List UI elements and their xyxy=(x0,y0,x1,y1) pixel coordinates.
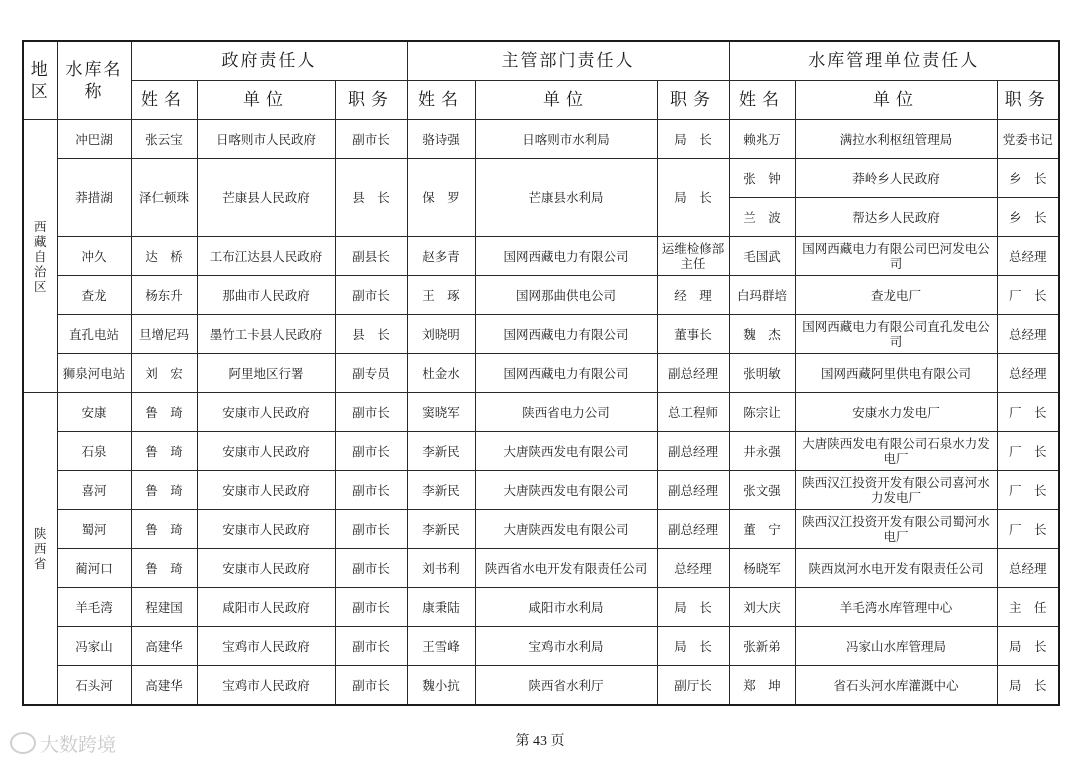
dept-title-cell: 总经理 xyxy=(657,549,729,588)
gov-unit-cell: 安康市人民政府 xyxy=(197,510,335,549)
gov-title-cell: 副市长 xyxy=(335,120,407,159)
mgmt-name-cell: 赖兆万 xyxy=(729,120,795,159)
gov-title-cell: 副市长 xyxy=(335,432,407,471)
mgmt-name-cell: 董 宁 xyxy=(729,510,795,549)
table-row xyxy=(23,471,1059,510)
dept-name-cell: 刘书利 xyxy=(407,549,475,588)
dept-title-cell: 总工程师 xyxy=(657,393,729,432)
dept-name-cell: 王雪峰 xyxy=(407,627,475,666)
watermark-text: 大数跨境 xyxy=(40,734,117,756)
dept-title-cell: 局 长 xyxy=(657,627,729,666)
table-row xyxy=(23,237,1059,276)
reservoir-cell: 莽措湖 xyxy=(57,159,131,237)
dept-unit-cell: 国网那曲供电公司 xyxy=(475,276,657,315)
mgmt-unit-cell: 省石头河水库灌溉中心 xyxy=(795,666,997,706)
gov-unit-cell: 宝鸡市人民政府 xyxy=(197,666,335,706)
mgmt-title-cell: 厂 长 xyxy=(997,393,1059,432)
mgmt-unit-cell: 国网西藏电力有限公司直孔发电公司 xyxy=(795,315,997,354)
dept-name-cell: 赵多青 xyxy=(407,237,475,276)
dept-unit-cell: 陕西省电力公司 xyxy=(475,393,657,432)
gov-unit-cell: 日喀则市人民政府 xyxy=(197,120,335,159)
gov-name-cell: 高建华 xyxy=(131,627,197,666)
table-row xyxy=(23,510,1059,549)
mgmt-unit-cell: 安康水力发电厂 xyxy=(795,393,997,432)
reservoir-cell: 石泉 xyxy=(57,432,131,471)
dept-title-cell: 副总经理 xyxy=(657,510,729,549)
table-row xyxy=(23,627,1059,666)
dept-unit-cell: 国网西藏电力有限公司 xyxy=(475,354,657,393)
mgmt-title-cell: 乡 长 xyxy=(997,198,1059,237)
reservoir-cell: 羊毛湾 xyxy=(57,588,131,627)
gov-name-cell: 张云宝 xyxy=(131,120,197,159)
dept-title-cell: 副总经理 xyxy=(657,432,729,471)
mgmt-unit-cell: 莽岭乡人民政府 xyxy=(795,159,997,198)
mgmt-name-cell: 张 钟 xyxy=(729,159,795,198)
dept-name-cell: 保 罗 xyxy=(407,159,475,237)
mgmt-unit-cell: 大唐陕西发电有限公司石泉水力发电厂 xyxy=(795,432,997,471)
dept-title-cell: 经 理 xyxy=(657,276,729,315)
gov-unit-cell: 安康市人民政府 xyxy=(197,471,335,510)
gov-name-cell: 刘 宏 xyxy=(131,354,197,393)
reservoir-cell: 冲久 xyxy=(57,237,131,276)
region-label: 陕西省 xyxy=(33,526,47,571)
reservoir-cell: 直孔电站 xyxy=(57,315,131,354)
dept-name-cell: 王 琢 xyxy=(407,276,475,315)
mgmt-name-cell: 张文强 xyxy=(729,471,795,510)
header-mgmt: 水库管理单位责任人 xyxy=(729,41,1059,81)
mgmt-title-cell: 乡 长 xyxy=(997,159,1059,198)
reservoir-cell: 安康 xyxy=(57,393,131,432)
gov-name-cell: 高建华 xyxy=(131,666,197,706)
gov-title-cell: 副市长 xyxy=(335,666,407,706)
mgmt-title-cell: 厂 长 xyxy=(997,510,1059,549)
reservoir-cell: 查龙 xyxy=(57,276,131,315)
mgmt-unit-cell: 陕西岚河水电开发有限责任公司 xyxy=(795,549,997,588)
mgmt-title-cell: 总经理 xyxy=(997,354,1059,393)
gov-name-cell: 鲁 琦 xyxy=(131,510,197,549)
dept-title-cell: 运维检修部主任 xyxy=(657,237,729,276)
mgmt-title-cell: 局 长 xyxy=(997,627,1059,666)
mgmt-name-cell: 郑 坤 xyxy=(729,666,795,706)
mgmt-unit-cell: 查龙电厂 xyxy=(795,276,997,315)
gov-unit-cell: 宝鸡市人民政府 xyxy=(197,627,335,666)
dept-name-cell: 魏小抗 xyxy=(407,666,475,706)
mgmt-title-cell: 党委书记 xyxy=(997,120,1059,159)
table-row xyxy=(23,276,1059,315)
dept-title-cell: 董事长 xyxy=(657,315,729,354)
gov-name-cell: 泽仁顿珠 xyxy=(131,159,197,237)
dept-title-cell: 副总经理 xyxy=(657,354,729,393)
reservoir-cell: 狮泉河电站 xyxy=(57,354,131,393)
table-row xyxy=(23,666,1059,706)
header-region: 地区 xyxy=(23,41,57,120)
gov-unit-cell: 咸阳市人民政府 xyxy=(197,588,335,627)
table-row xyxy=(23,159,1059,198)
mgmt-name-cell: 魏 杰 xyxy=(729,315,795,354)
mgmt-name-cell: 刘大庆 xyxy=(729,588,795,627)
mgmt-name-cell: 张明敏 xyxy=(729,354,795,393)
header-reservoir: 水库名称 xyxy=(57,41,131,120)
dept-unit-cell: 咸阳市水利局 xyxy=(475,588,657,627)
mgmt-title-cell: 厂 长 xyxy=(997,471,1059,510)
dept-unit-cell: 陕西省水电开发有限责任公司 xyxy=(475,549,657,588)
table-row xyxy=(23,354,1059,393)
page-number: 第 43 页 xyxy=(515,734,565,749)
gov-title-cell: 副专员 xyxy=(335,354,407,393)
gov-unit-cell: 阿里地区行署 xyxy=(197,354,335,393)
gov-title-cell: 县 长 xyxy=(335,315,407,354)
gov-title-cell: 副市长 xyxy=(335,549,407,588)
dept-unit-cell: 陕西省水利厅 xyxy=(475,666,657,706)
dept-unit-cell: 大唐陕西发电有限公司 xyxy=(475,510,657,549)
dept-title-cell: 局 长 xyxy=(657,159,729,237)
mgmt-unit-cell: 满拉水利枢纽管理局 xyxy=(795,120,997,159)
reservoir-cell: 冯家山 xyxy=(57,627,131,666)
mgmt-name-cell: 杨晓军 xyxy=(729,549,795,588)
dept-name-cell: 李新民 xyxy=(407,471,475,510)
gov-name-cell: 鲁 琦 xyxy=(131,471,197,510)
dept-unit-cell: 芒康县水利局 xyxy=(475,159,657,237)
gov-name-cell: 杨东升 xyxy=(131,276,197,315)
gov-name-cell: 鲁 琦 xyxy=(131,549,197,588)
table-row xyxy=(23,315,1059,354)
dept-name-cell: 刘晓明 xyxy=(407,315,475,354)
table-row xyxy=(23,393,1059,432)
region-label: 西藏自治区 xyxy=(33,218,47,294)
dept-name-cell: 杜金水 xyxy=(407,354,475,393)
gov-title-cell: 副市长 xyxy=(335,627,407,666)
table-row xyxy=(23,588,1059,627)
header-dept-name: 姓名 xyxy=(407,81,475,120)
mgmt-title-cell: 厂 长 xyxy=(997,276,1059,315)
mgmt-unit-cell: 冯家山水库管理局 xyxy=(795,627,997,666)
dept-name-cell: 李新民 xyxy=(407,432,475,471)
gov-name-cell: 达 桥 xyxy=(131,237,197,276)
mgmt-title-cell: 局 长 xyxy=(997,666,1059,706)
mgmt-unit-cell: 陕西汉江投资开发有限公司蜀河水电厂 xyxy=(795,510,997,549)
mgmt-name-cell: 张新弟 xyxy=(729,627,795,666)
header-gov: 政府责任人 xyxy=(131,41,407,81)
gov-title-cell: 副市长 xyxy=(335,588,407,627)
reservoir-responsibility-table xyxy=(22,40,1060,706)
header-dept: 主管部门责任人 xyxy=(407,41,729,81)
gov-unit-cell: 墨竹工卡县人民政府 xyxy=(197,315,335,354)
mgmt-title-cell: 总经理 xyxy=(997,549,1059,588)
gov-title-cell: 副市长 xyxy=(335,393,407,432)
dept-unit-cell: 宝鸡市水利局 xyxy=(475,627,657,666)
dept-name-cell: 李新民 xyxy=(407,510,475,549)
region-cell xyxy=(23,393,57,706)
mgmt-unit-cell: 羊毛湾水库管理中心 xyxy=(795,588,997,627)
gov-unit-cell: 工布江达县人民政府 xyxy=(197,237,335,276)
mgmt-name-cell: 井永强 xyxy=(729,432,795,471)
header-row-1 xyxy=(23,41,1059,81)
header-gov-title: 职务 xyxy=(335,81,407,120)
mgmt-title-cell: 总经理 xyxy=(997,237,1059,276)
header-row-2 xyxy=(23,81,1059,120)
reservoir-cell: 蜀河 xyxy=(57,510,131,549)
mgmt-unit-cell: 国网西藏阿里供电有限公司 xyxy=(795,354,997,393)
table-row xyxy=(23,432,1059,471)
table-row xyxy=(23,549,1059,588)
header-mgmt-unit: 单位 xyxy=(795,81,997,120)
mgmt-name-cell: 白玛群培 xyxy=(729,276,795,315)
dept-unit-cell: 大唐陕西发电有限公司 xyxy=(475,471,657,510)
gov-title-cell: 副县长 xyxy=(335,237,407,276)
gov-unit-cell: 安康市人民政府 xyxy=(197,393,335,432)
dept-name-cell: 康秉陆 xyxy=(407,588,475,627)
mgmt-unit-cell: 国网西藏电力有限公司巴河发电公司 xyxy=(795,237,997,276)
header-mgmt-title: 职务 xyxy=(997,81,1059,120)
table-row xyxy=(23,120,1059,159)
gov-name-cell: 程建国 xyxy=(131,588,197,627)
reservoir-cell: 喜河 xyxy=(57,471,131,510)
reservoir-cell: 冲巴湖 xyxy=(57,120,131,159)
gov-unit-cell: 那曲市人民政府 xyxy=(197,276,335,315)
header-gov-unit: 单位 xyxy=(197,81,335,120)
dept-title-cell: 副总经理 xyxy=(657,471,729,510)
mgmt-name-cell: 兰 波 xyxy=(729,198,795,237)
header-dept-unit: 单位 xyxy=(475,81,657,120)
mgmt-name-cell: 毛国武 xyxy=(729,237,795,276)
header-dept-title: 职务 xyxy=(657,81,729,120)
gov-name-cell: 旦增尼玛 xyxy=(131,315,197,354)
reservoir-cell: 石头河 xyxy=(57,666,131,706)
mgmt-title-cell: 主 任 xyxy=(997,588,1059,627)
dept-name-cell: 窦晓军 xyxy=(407,393,475,432)
dept-unit-cell: 国网西藏电力有限公司 xyxy=(475,237,657,276)
dept-title-cell: 局 长 xyxy=(657,120,729,159)
dept-title-cell: 局 长 xyxy=(657,588,729,627)
gov-unit-cell: 芒康县人民政府 xyxy=(197,159,335,237)
region-cell xyxy=(23,120,57,393)
gov-title-cell: 副市长 xyxy=(335,276,407,315)
mgmt-unit-cell: 帮达乡人民政府 xyxy=(795,198,997,237)
gov-title-cell: 副市长 xyxy=(335,471,407,510)
dept-unit-cell: 日喀则市水利局 xyxy=(475,120,657,159)
gov-name-cell: 鲁 琦 xyxy=(131,432,197,471)
gov-name-cell: 鲁 琦 xyxy=(131,393,197,432)
gov-unit-cell: 安康市人民政府 xyxy=(197,549,335,588)
header-gov-name: 姓名 xyxy=(131,81,197,120)
gov-title-cell: 县 长 xyxy=(335,159,407,237)
reservoir-cell: 蔺河口 xyxy=(57,549,131,588)
mgmt-name-cell: 陈宗让 xyxy=(729,393,795,432)
mgmt-unit-cell: 陕西汉江投资开发有限公司喜河水力发电厂 xyxy=(795,471,997,510)
header-mgmt-name: 姓名 xyxy=(729,81,795,120)
dept-unit-cell: 大唐陕西发电有限公司 xyxy=(475,432,657,471)
dept-name-cell: 骆诗强 xyxy=(407,120,475,159)
mgmt-title-cell: 总经理 xyxy=(997,315,1059,354)
gov-unit-cell: 安康市人民政府 xyxy=(197,432,335,471)
gov-title-cell: 副市长 xyxy=(335,510,407,549)
dept-unit-cell: 国网西藏电力有限公司 xyxy=(475,315,657,354)
dept-title-cell: 副厅长 xyxy=(657,666,729,706)
mgmt-title-cell: 厂 长 xyxy=(997,432,1059,471)
